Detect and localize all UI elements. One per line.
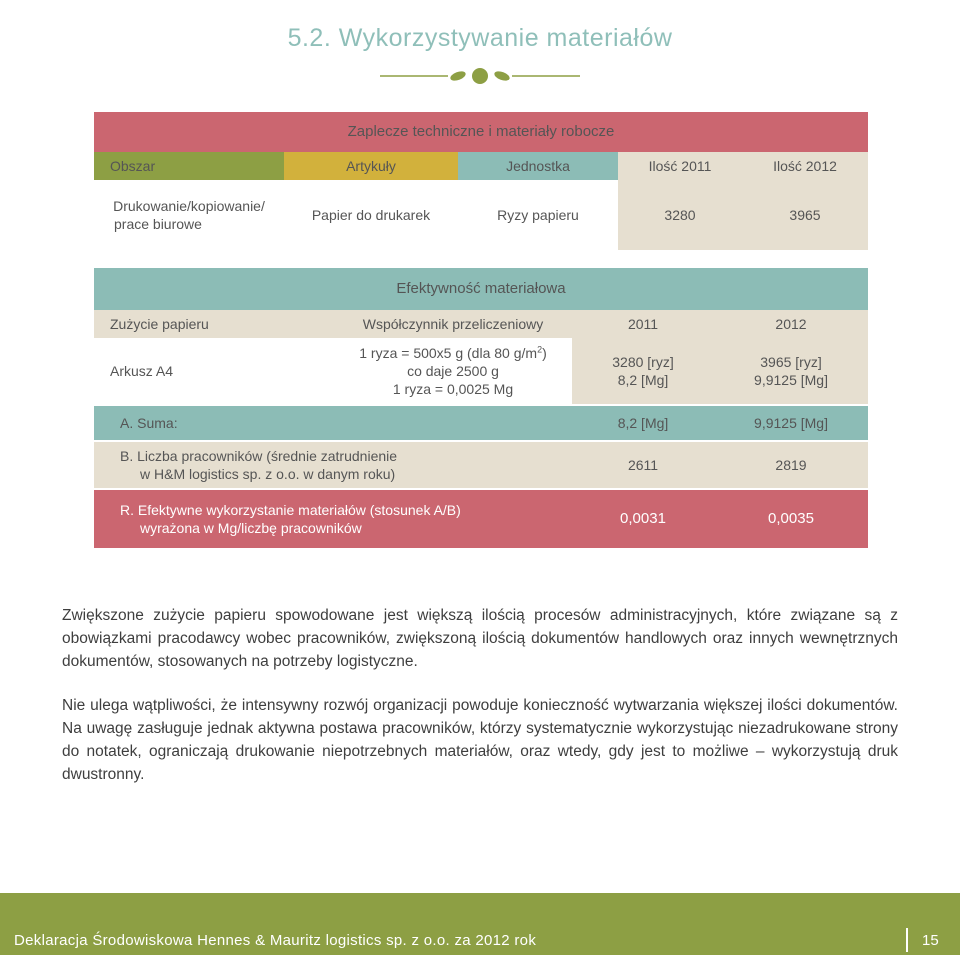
row-qty-2012: 3965: [742, 180, 868, 250]
employees-label-line2: w H&M logistics sp. z o.o. w danym roku): [140, 466, 396, 482]
header-unit: Jednostka: [458, 152, 618, 180]
factor-line1-sup: 2: [537, 344, 543, 355]
row-value-2011: [572, 338, 714, 404]
row-area-line2: prace biurowe: [114, 216, 202, 232]
header-articles: Artykuły: [284, 152, 458, 180]
footer-divider: [906, 928, 908, 952]
paragraph-2: Nie ulega wątpliwości, że intensywny rozwój organizacji powoduje konieczność wytwarzania większej ilości dokumentów. Na uwagę zasługuje jednak aktywna postawa pracowników, którzy systematycznie wykorzystując niezadrukowane strony do notatek, ograniczają drukowanie niepotrzebnych materiałów, oraz wtedy, gdy jest to możliwe – wykorzystują druk dwustronny.: [62, 697, 898, 783]
factor-line1-text: 1 ryza = 500x5 g (dla 80 g/m: [359, 344, 538, 361]
row-area: [94, 180, 284, 250]
factor-line2: co daje 2500 g: [407, 362, 499, 379]
factor-line1: [359, 344, 547, 362]
section-title: 5.2. Wykorzystywanie materiałów: [287, 24, 673, 52]
row-unit: Ryzy papieru: [458, 180, 618, 250]
employees-2011: 2611: [572, 442, 714, 488]
factor-line3: 1 ryza = 0,0025 Mg: [392, 381, 514, 398]
efficiency-heading: Efektywność materiałowa: [94, 268, 868, 310]
efficiency-2011: 0,0031: [572, 490, 714, 548]
header-paper-usage: Zużycie papieru: [94, 310, 334, 338]
efficiency-label-line2: wyrażona w Mg/liczbę pracowników: [140, 520, 362, 536]
efficiency-2012: 0,0035: [714, 490, 868, 548]
value-2012-line2: 9,9125 [Mg]: [754, 372, 828, 388]
factor-line1-end: ): [542, 344, 547, 361]
header-2011: 2011: [572, 310, 714, 338]
row-article: Papier do drukarek: [284, 180, 458, 250]
efficiency-label: [94, 490, 572, 548]
row-name: Arkusz A4: [94, 338, 334, 404]
leaf-ornament-icon: [380, 64, 580, 88]
paragraph-1: Zwiększone zużycie papieru spowodowane jest większą ilością procesów administracyjnych, które związane są z obowiązkami pracodawcy wobec pracowników, zwiększoną ilością dokumentów handlowych oraz innych wewnętrznych dokumentów, stosowanych na potrzeby logistyczne.: [62, 607, 898, 670]
row-qty-2011: 3280: [618, 180, 742, 250]
value-2011-line2: 8,2 [Mg]: [617, 372, 669, 388]
header-area: Obszar: [94, 152, 284, 180]
row-value-2012: [714, 338, 868, 404]
employees-label-line1: B. Liczba pracowników (średnie zatrudnienie: [120, 447, 398, 464]
efficiency-label-line1: R. Efektywne wykorzystanie materiałów (stosunek A/B): [120, 501, 461, 518]
employees-2012: 2819: [714, 442, 868, 488]
header-2012: 2012: [714, 310, 868, 338]
header-conversion-factor: Współczynnik przeliczeniowy: [334, 310, 572, 338]
page-number: 15: [922, 932, 939, 949]
value-2012-line1: 3965 [ryz]: [760, 353, 822, 370]
row-area-line1: Drukowanie/kopiowanie/: [113, 197, 265, 214]
header-qty-2011: Ilość 2011: [618, 152, 742, 180]
value-2011-line1: 3280 [ryz]: [612, 353, 674, 370]
employees-label: [94, 442, 572, 488]
sum-2012: 9,9125 [Mg]: [714, 406, 868, 440]
sum-label: A. Suma:: [94, 406, 572, 440]
header-qty-2012: Ilość 2012: [742, 152, 868, 180]
footer-text: Deklaracja Środowiskowa Hennes & Mauritz logistics sp. z o.o. za 2012 rok: [14, 932, 537, 949]
sum-2011: 8,2 [Mg]: [572, 406, 714, 440]
table-heading: Zaplecze techniczne i materiały robocze: [94, 112, 868, 152]
row-factor: [334, 338, 572, 404]
